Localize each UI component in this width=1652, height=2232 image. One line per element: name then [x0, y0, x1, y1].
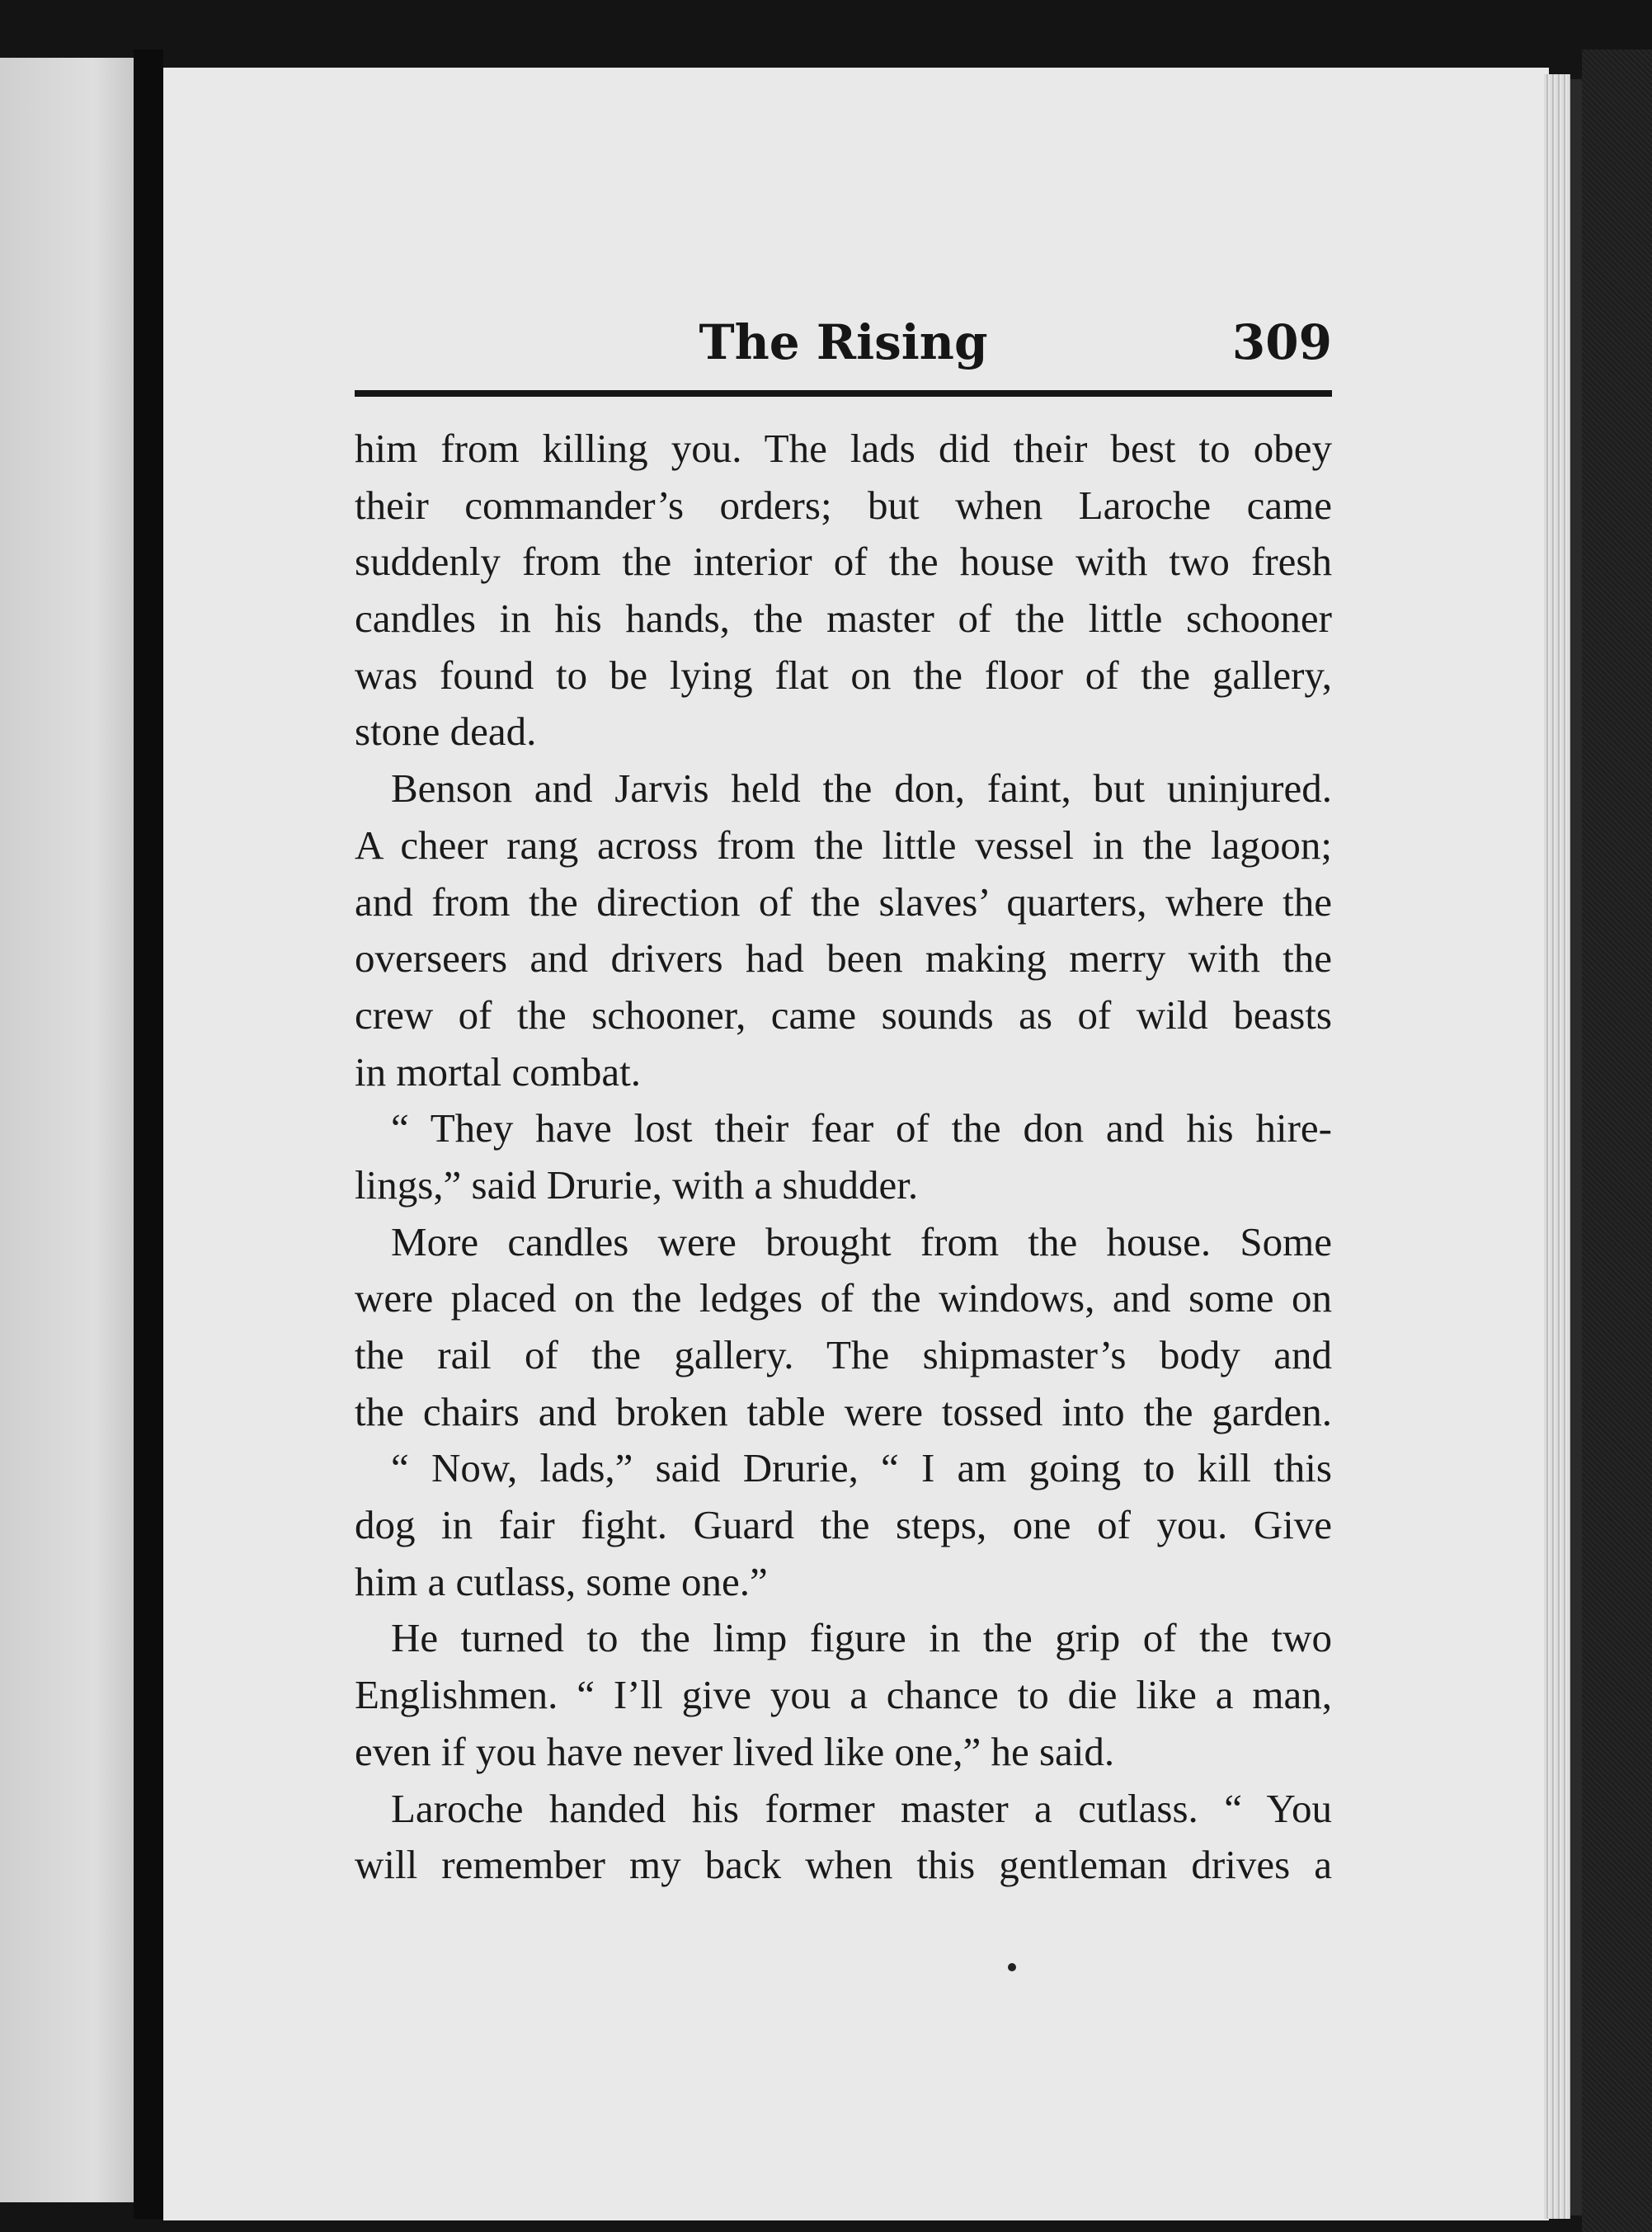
- text-line: the chairs and broken table were tossed into the garden.: [355, 1388, 1332, 1434]
- text-line: More candles were brought from the house. Some: [391, 1218, 1332, 1264]
- text-line: their commander’s orders; but when Laroche came: [355, 482, 1332, 528]
- text-line: suddenly from the interior of the house with two fresh: [355, 539, 1332, 585]
- text-line: even if you have never lived like one,” he said.: [355, 1728, 1115, 1774]
- page-number: 309: [1231, 314, 1332, 370]
- text-line: lings,” said Drurie, with a shudder.: [355, 1161, 919, 1208]
- book-cover-cloth: [1582, 49, 1652, 2232]
- body-text: [355, 421, 1332, 1894]
- running-title: The Rising: [699, 314, 988, 370]
- text-line: He turned to the limp figure in the grip of the two: [391, 1615, 1332, 1661]
- page-edges: [1544, 74, 1570, 2219]
- book-gutter: [134, 49, 163, 2219]
- text-line: were placed on the ledges of the windows, and some on: [355, 1275, 1332, 1321]
- text-line: the rail of the gallery. The shipmaster’s body and: [355, 1332, 1332, 1377]
- text-line: dog in fair fight. Guard the steps, one of you. Give: [355, 1502, 1332, 1548]
- header-rule: [355, 390, 1332, 397]
- text-line: in mortal combat.: [355, 1048, 641, 1095]
- text-line: “ They have lost their fear of the don and his hire-: [391, 1105, 1332, 1151]
- text-line: Benson and Jarvis held the don, faint, but uninjured.: [391, 765, 1332, 812]
- text-line: “ Now, lads,” said Drurie, “ I am going to kill this: [391, 1445, 1332, 1491]
- text-line: Laroche handed his former master a cutlass. “ You: [391, 1785, 1332, 1831]
- text-line: A cheer rang across from the little vessel in the lagoon;: [355, 822, 1332, 868]
- page-header: [355, 313, 1332, 371]
- printer-mark: [1008, 1963, 1016, 1971]
- text-line: overseers and drivers had been making merry with the: [355, 935, 1332, 982]
- text-line: Englishmen. “ I’ll give you a chance to die like a man,: [355, 1672, 1332, 1718]
- text-line: candles in his hands, the master of the little schooner: [355, 596, 1332, 642]
- text-line: and from the direction of the slaves’ quarters, where the: [355, 878, 1332, 925]
- text-line: him a cutlass, some one.”: [355, 1558, 768, 1604]
- cover-edge: [1570, 79, 1582, 2216]
- text-line: crew of the schooner, came sounds as of wild beasts: [355, 991, 1332, 1038]
- text-line: stone dead.: [355, 709, 537, 755]
- facing-page-edge: [0, 58, 134, 2202]
- text-line: him from killing you. The lads did their best to obey: [355, 426, 1332, 471]
- text-line: was found to be lying flat on the floor of the gallery,: [355, 652, 1332, 698]
- text-line: will remember my back when this gentleman drives a: [355, 1842, 1332, 1888]
